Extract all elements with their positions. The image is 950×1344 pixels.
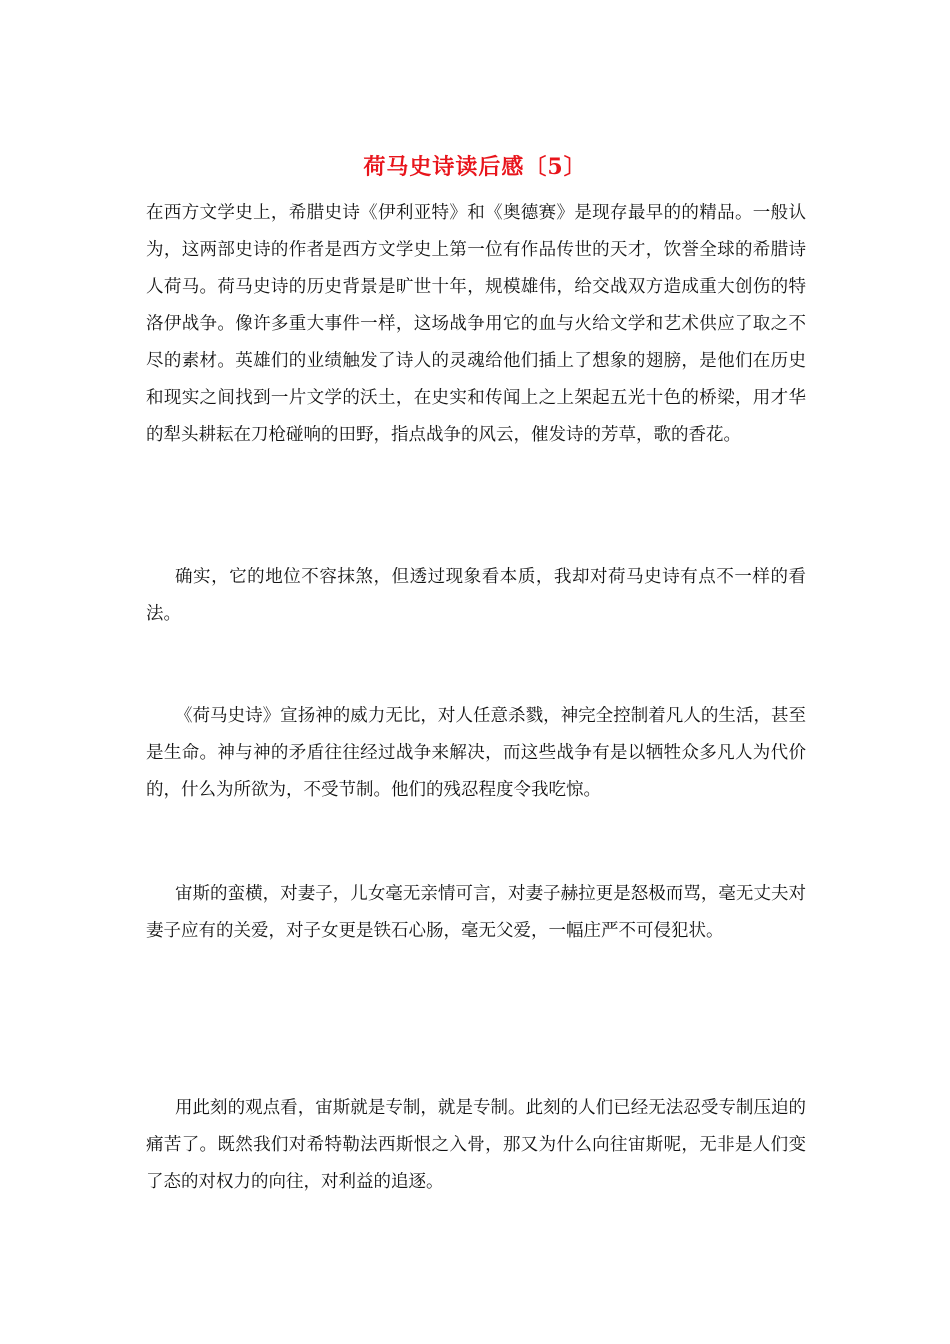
document-title: 荷马史诗读后感〔5〕 — [363, 154, 587, 180]
paragraph-2: 确实，它的地位不容抹煞，但透过现象看本质，我却对荷马史诗有点不一样的看法。 — [146, 567, 806, 624]
paragraph-3: 《荷马史诗》宣扬神的威力无比，对人任意杀戮，神完全控制着凡人的生活，甚至是生命。神与神的矛盾往往经过战争来解决，而这些战争有是以牺牲众多凡人为代价的，什么为所欲为，不受节制。他们的残忍程度令我吃惊。 — [146, 706, 806, 800]
paragraph-4: 宙斯的蛮横，对妻子，儿女毫无亲情可言，对妻子赫拉更是怒极而骂，毫无丈夫对妻子应有的关爱，对子女更是铁石心肠，毫无父爱，一幅庄严不可侵犯状。 — [146, 884, 806, 941]
paragraph-5: 用此刻的观点看，宙斯就是专制，就是专制。此刻的人们已经无法忍受专制压迫的痛苦了。既然我们对希特勒法西斯恨之入骨，那又为什么向往宙斯呢，无非是人们变了态的对权力的向往，对利益的追逐。 — [146, 1098, 806, 1192]
paragraph-1: 在西方文学史上，希腊史诗《伊利亚特》和《奥德赛》是现存最早的的精品。一般认为，这两部史诗的作者是西方文学史上第一位有作品传世的天才，饮誉全球的希腊诗人荷马。荷马史诗的历史背景是旷世十年，规模雄伟，给交战双方造成重大创伤的特洛伊战争。像许多重大事件一样，这场战争用它的血与火给文学和艺术供应了取之不尽的素材。英雄们的业绩触发了诗人的灵魂给他们插上了想象的翅膀，是他们在历史和现实之间找到一片文学的沃土，在史实和传闻上之上架起五光十色的桥梁，用才华的犁头耕耘在刀枪碰响的田野，指点战争的风云，催发诗的芳草，歌的香花。 — [146, 203, 806, 445]
